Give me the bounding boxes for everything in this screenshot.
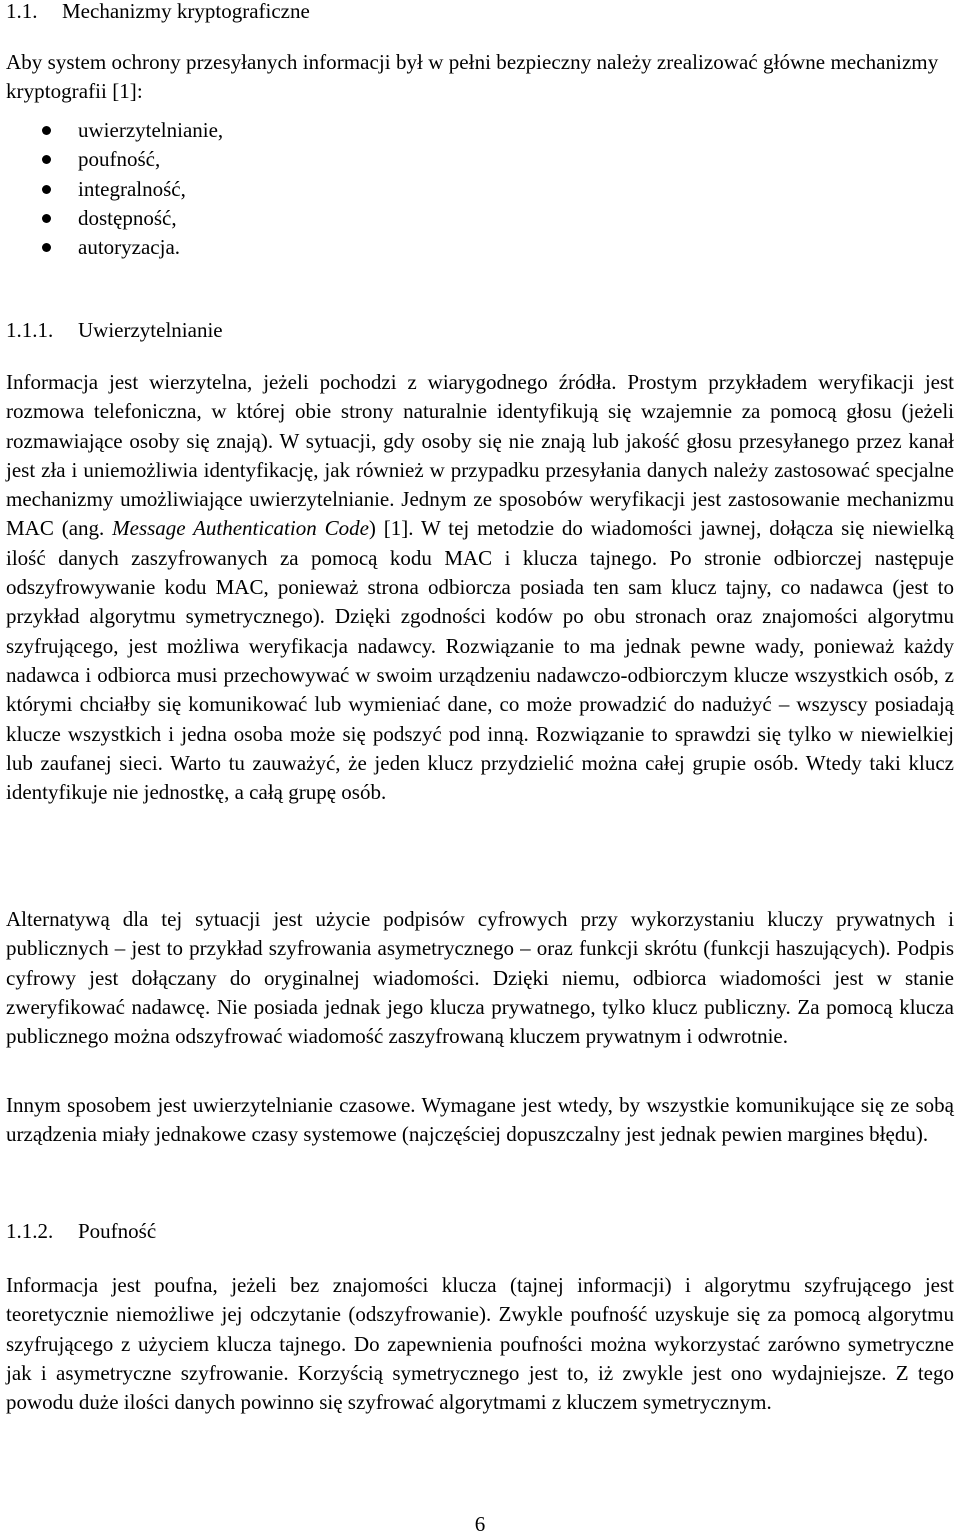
mac-term: Message Authentication Code — [112, 516, 369, 541]
mechanism-list — [0, 116, 600, 262]
subsection-number: 1.1.2. — [6, 1219, 54, 1243]
intro-paragraph: Aby system ochrony przesyłanych informacji był w pełni bezpieczny należy zrealizować główne mechanizmy kryptografii [1]: — [6, 50, 939, 104]
section-number: 1.1. — [6, 0, 38, 23]
section-heading — [6, 0, 310, 26]
section-title: Mechanizmy kryptograficzne — [62, 0, 310, 23]
list-item-label: uwierzytelnianie, — [78, 118, 224, 142]
subsection-title: Uwierzytelnianie — [78, 318, 223, 342]
list-item — [0, 116, 600, 145]
list-item-label: autoryzacja. — [78, 235, 181, 260]
bullet-icon — [42, 243, 51, 252]
list-item — [0, 175, 600, 204]
authentication-paragraph-1 — [6, 368, 954, 807]
list-item — [0, 233, 600, 262]
list-item-label: integralność, — [78, 176, 186, 201]
bullet-icon — [42, 126, 51, 135]
subsection-title: Poufność — [78, 1219, 157, 1243]
subsection-heading-confidentiality — [6, 1217, 156, 1246]
bullet-icon — [42, 214, 51, 223]
list-item-label: dostępność, — [78, 205, 177, 230]
page-number: 6 — [474, 1512, 486, 1536]
paragraph-text: ) [1]. W tej metodzie do wiadomości jawnej, dołącza się niewielką ilość danych zaszyfrowanych za pomocą kodu MAC i klucza tajnego. Po stronie odbiorczej następuje odszyfrowywanie kodu MAC, ponieważ strona odbiorcza posiada ten sam klucz tajny, co nadawca (jest to przykład algorytmu symetrycznego). Dzięki zgodności kodów po obu stronach oraz znajomości algorytmu szyfrującego, jest możliwa weryfikacja nadawcy. Rozwiązanie to ma jednak pewne wady, ponieważ każdy nadawca i odbiorca musi przechowywać w swoim urządzeniu nadawczo-odbiorczym klucze wszystkich osób, z którymi chciałby się komunikować lub wymieniać dane, co może prowadzić do nadużyć – wszyscy posiadają klucze wszystkich i jedna osoba może się podszyć pod inną. Rozwiązanie to sprawdzi się tylko w niewielkiej lub zaufanej sieci. Warto tu zauważyć, że jeden klucz przydzielić można całej grupie osób. Wtedy taki klucz identyfikuje nie jednostkę, a całą grupę osób. — [6, 516, 954, 805]
paragraph-text: Informacja jest wierzytelna, jeżeli pochodzi z wiarygodnego źródła. Prostym przykładem weryfikacji jest rozmowa telefoniczna, w której obie strony naturalnie identyfikują się wzajemnie za pomocą głosu (jeżeli rozmawiające osoby się znają). W sytuacji, gdy osoby się nie znają lub jakość głosu przesyłanego przez kanał jest zła i uniemożliwia identyfikację, jak również w przypadku przesyłania danych należy zastosować specjalne mechanizmy umożliwiające uwierzytelnianie. Jednym ze sposobów weryfikacji jest zastosowanie mechanizmu MAC (ang. — [6, 370, 954, 541]
list-item-label: poufność, — [78, 147, 161, 172]
bullet-icon — [42, 155, 51, 164]
list-item — [0, 145, 600, 174]
list-item — [0, 204, 600, 233]
authentication-paragraph-2: Alternatywą dla tej sytuacji jest użycie podpisów cyfrowych przy wykorzystaniu kluczy prywatnych i publicznych – jest to przykład szyfrowania asymetrycznego – oraz funkcji skrótu (funkcji haszujących). Podpis cyfrowy jest dołączany do oryginalnej wiadomości. Dzięki niemu, odbiorca wiadomości jest w stanie zweryfikować nadawcę. Nie posiada jednak jego klucza prywatnego, tylko klucz publiczny. Za pomocą klucza publicznego można odszyfrować wiadomość zaszyfrowaną kluczem prywatnym i odwrotnie. — [6, 907, 954, 1049]
bullet-icon — [42, 185, 51, 194]
confidentiality-paragraph-1: Informacja jest poufna, jeżeli bez znajomości klucza (tajnej informacji) i algorytmu szyfrującego jest teoretycznie niemożliwe jej odczytanie (odszyfrowanie). Zwykle poufność uzyskuje się za pomocą algorytmu szyfrującego z użyciem klucza tajnego. Do zapewnienia poufności można wykorzystać zarówno symetryczne jak i asymetryczne szyfrowanie. Korzyścią symetrycznego jest to, iż zwykle jest ono wydajniejsze. Z tego powodu duże ilości danych powinno się szyfrować algorytmami z kluczem symetrycznym. — [6, 1273, 954, 1415]
subsection-heading-authentication — [6, 316, 223, 345]
authentication-paragraph-3: Innym sposobem jest uwierzytelnianie czasowe. Wymagane jest wtedy, by wszystkie komunikujące się ze sobą urządzenia miały jednakowe czasy systemowe (najczęściej dopuszczalny jest jednak pewien margines błędu). — [6, 1093, 954, 1147]
subsection-number: 1.1.1. — [6, 318, 54, 342]
